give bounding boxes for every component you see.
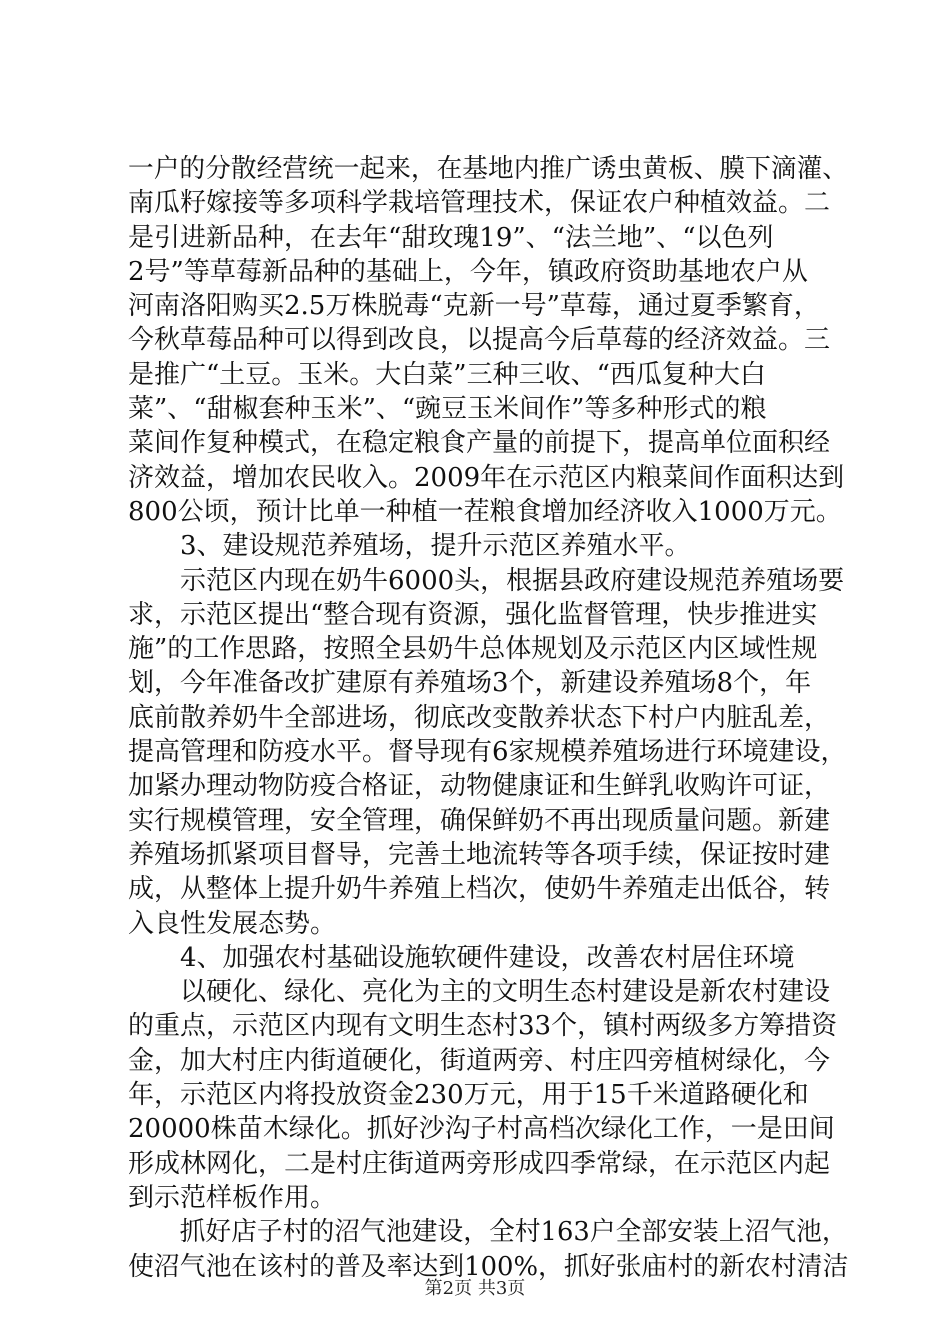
body-text [128, 152, 848, 1284]
text-line: 今秋草莓品种可以得到改良，以提高今后草莓的经济效益。三 [128, 325, 831, 356]
text-line: 到示范样板作用。 [128, 1182, 337, 1213]
text-line: 底前散养奶牛全部进场，彻底改变散养状态下村户内脏乱差， [128, 702, 831, 733]
text-line: 南瓜籽嫁接等多项科学栽培管理技术，保证农户种植效益。二 [128, 188, 831, 219]
page-footer: 第2页 共3页 [424, 1278, 526, 1299]
text-line: 济效益，增加农民收入。2009年在示范区内粮菜间作面积达到 [128, 462, 845, 493]
text-line: 4、加强农村基础设施软硬件建设，改善农村居住环境 [128, 942, 795, 973]
text-line: 加紧办理动物防疫合格证，动物健康证和生鲜乳收购许可证， [128, 771, 831, 802]
text-line: 提高管理和防疫水平。督导现有6家规模养殖场进行环境建设， [128, 737, 847, 768]
text-line: 年，示范区内将投放资金230万元，用于15千米道路硬化和 [128, 1080, 809, 1111]
text-line: 抓好店子村的沼气池建设，全村163户全部安装上沼气池， [128, 1217, 848, 1248]
text-line: 实行规模管理，安全管理，确保鲜奶不再出现质量问题。新建 [128, 805, 831, 836]
text-line: 示范区内现在奶牛6000头，根据县政府建设规范养殖场要 [128, 565, 845, 596]
text-line: 以硬化、绿化、亮化为主的文明生态村建设是新农村建设 [128, 977, 831, 1008]
text-line: 2号”等草莓新品种的基础上，今年，镇政府资助基地农户从 [128, 256, 808, 287]
text-line: 一户的分散经营统一起来，在基地内推广诱虫黄板、膜下滴灌、 [128, 154, 849, 184]
text-line: 800公顷，预计比单一种植一茬粮食增加经济收入1000万元。 [128, 496, 842, 527]
text-line: 形成林网化，二是村庄街道两旁形成四季常绿，在示范区内起 [128, 1148, 831, 1179]
text-line: 3、建设规范养殖场，提升示范区养殖水平。 [128, 531, 691, 562]
text-line: 入良性发展态势。 [128, 908, 337, 939]
text-line: 养殖场抓紧项目督导，完善土地流转等各项手续，保证按时建 [128, 839, 831, 870]
text-line: 是推广“土豆。玉米。大白菜”三种三收、“西瓜复种大白 [128, 359, 766, 390]
text-line: 使沼气池在该村的普及率达到100%，抓好张庙村的新农村清洁 [128, 1251, 849, 1282]
text-line: 菜间作复种模式，在稳定粮食产量的前提下，提高单位面积经 [128, 428, 831, 459]
text-line: 成，从整体上提升奶牛养殖上档次，使奶牛养殖走出低谷，转 [128, 874, 831, 905]
text-line: 金，加大村庄内街道硬化，街道两旁、村庄四旁植树绿化，今 [128, 1045, 831, 1076]
text-line: 的重点，示范区内现有文明生态村33个，镇村两级多方筹措资 [128, 1011, 838, 1042]
text-line: 划，今年准备改扩建原有养殖场3个，新建设养殖场8个，年 [128, 668, 812, 699]
text-line: 20000株苗木绿化。抓好沙沟子村高档次绿化工作，一是田间 [128, 1114, 835, 1145]
text-line: 菜”、“甜椒套种玉米”、“豌豆玉米间作”等多种形式的粮 [128, 394, 767, 425]
text-line: 求，示范区提出“整合现有资源，强化监督管理，快步推进实 [128, 599, 818, 630]
text-line: 施”的工作思路，按照全县奶牛总体规划及示范区内区域性规 [128, 634, 818, 665]
text-line: 是引进新品种，在去年“甜玫瑰19”、“法兰地”、“以色列 [128, 222, 774, 253]
text-line: 河南洛阳购买2.5万株脱毒“克新一号”草莓，通过夏季繁育， [128, 291, 820, 322]
